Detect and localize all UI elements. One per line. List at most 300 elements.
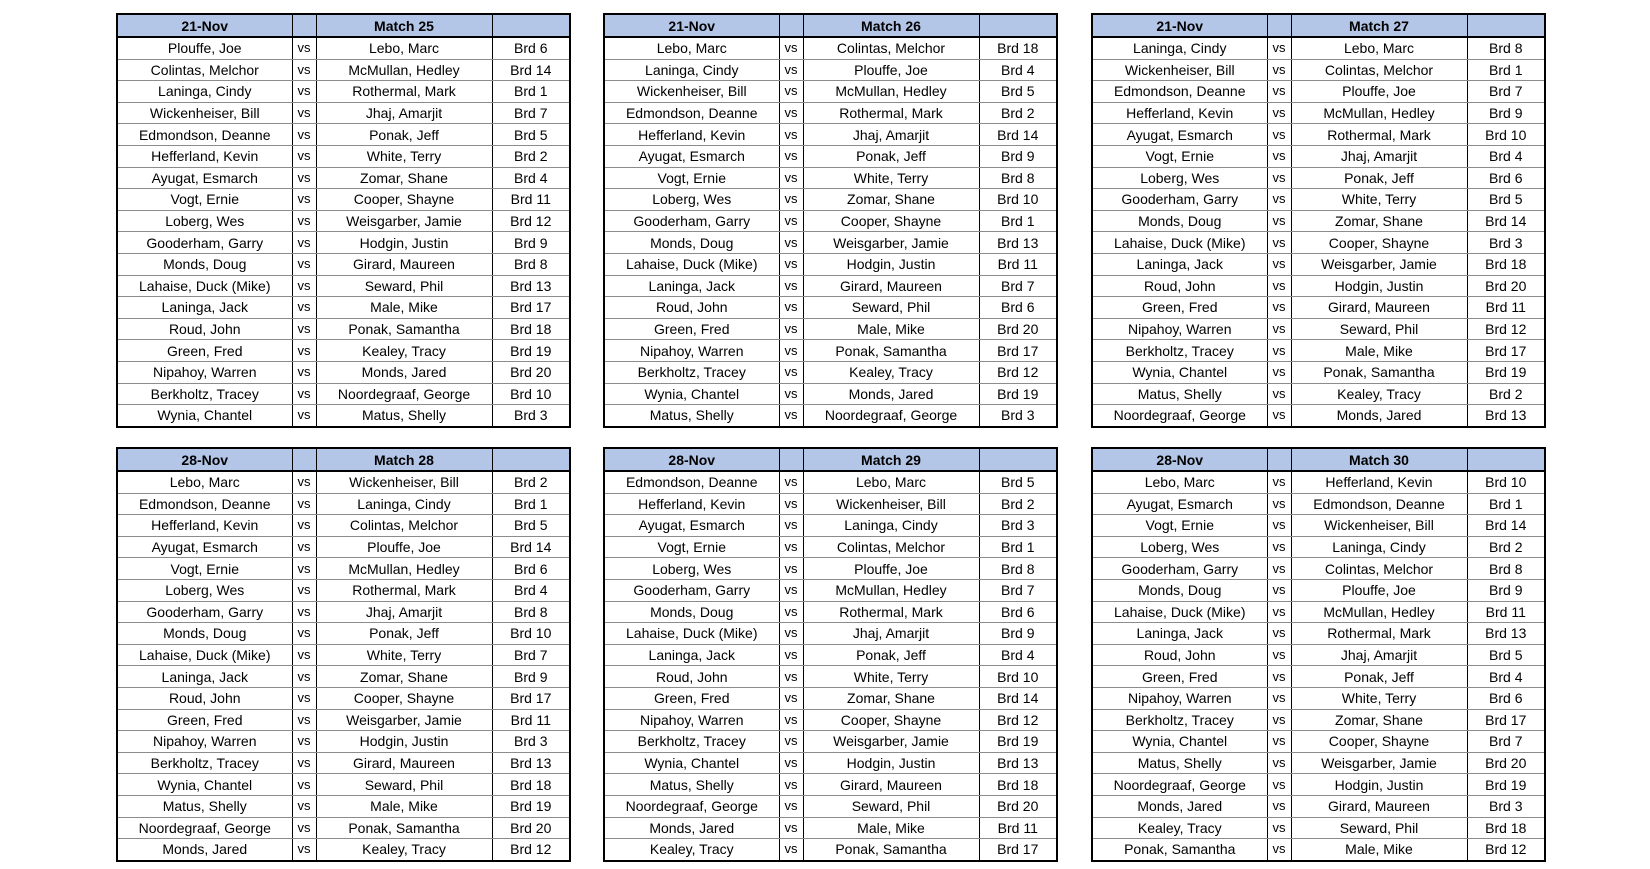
board-number: Brd 18 [979, 37, 1057, 59]
board-number: Brd 3 [1467, 795, 1545, 817]
board-number: Brd 3 [1467, 232, 1545, 254]
player-away: Rothermal, Mark [1291, 124, 1467, 146]
player-away: Noordegraaf, George [803, 405, 979, 427]
board-number: Brd 11 [979, 817, 1057, 839]
player-away: Weisgarber, Jamie [803, 731, 979, 753]
player-home: Hefferland, Kevin [604, 493, 779, 515]
player-away: Lebo, Marc [803, 471, 979, 493]
player-home: Laninga, Cindy [604, 59, 779, 81]
table-row [604, 795, 1057, 817]
player-home: Edmondson, Deanne [604, 102, 779, 124]
player-away: Weisgarber, Jamie [803, 232, 979, 254]
vs-label: vs [292, 253, 316, 275]
player-away: Rothermal, Mark [316, 579, 492, 601]
table-row [604, 558, 1057, 580]
player-away: Girard, Maureen [316, 253, 492, 275]
vs-label: vs [1267, 361, 1291, 383]
table-header-row [117, 14, 570, 37]
player-home: Noordegraaf, George [1092, 774, 1267, 796]
player-away: Seward, Phil [803, 795, 979, 817]
board-number: Brd 20 [492, 361, 570, 383]
vs-label: vs [292, 752, 316, 774]
player-home: Laninga, Jack [604, 275, 779, 297]
player-away: Cooper, Shayne [316, 687, 492, 709]
table-row [1092, 167, 1545, 189]
player-home: Berkholtz, Tracey [604, 731, 779, 753]
board-number: Brd 2 [1467, 383, 1545, 405]
player-home: Ayugat, Esmarch [604, 515, 779, 537]
vs-label: vs [292, 340, 316, 362]
player-away: Girard, Maureen [803, 774, 979, 796]
table-row [117, 839, 570, 861]
player-home: Wickenheiser, Bill [1092, 59, 1267, 81]
board-number: Brd 17 [1467, 709, 1545, 731]
board-number: Brd 6 [1467, 167, 1545, 189]
player-home: Wynia, Chantel [117, 405, 292, 427]
player-home: Green, Fred [117, 340, 292, 362]
vs-label: vs [1267, 102, 1291, 124]
vs-label: vs [1267, 232, 1291, 254]
board-number: Brd 8 [492, 601, 570, 623]
vs-label: vs [779, 189, 803, 211]
player-away: McMullan, Hedley [803, 81, 979, 103]
player-away: Monds, Jared [316, 361, 492, 383]
table-row [604, 37, 1057, 59]
date-header: 21-Nov [117, 14, 292, 37]
vs-label: vs [292, 493, 316, 515]
player-home: Gooderham, Garry [117, 232, 292, 254]
vs-label: vs [1267, 318, 1291, 340]
player-home: Nipahoy, Warren [117, 361, 292, 383]
player-home: Wynia, Chantel [1092, 731, 1267, 753]
table-row [1092, 731, 1545, 753]
vs-label: vs [292, 817, 316, 839]
table-row [604, 536, 1057, 558]
table-row [1092, 687, 1545, 709]
player-away: Male, Mike [316, 795, 492, 817]
player-home: Monds, Doug [604, 601, 779, 623]
table-row [1092, 839, 1545, 861]
board-number: Brd 1 [1467, 493, 1545, 515]
vs-label: vs [1267, 558, 1291, 580]
player-away: Ponak, Jeff [803, 145, 979, 167]
board-number: Brd 20 [979, 795, 1057, 817]
board-number: Brd 2 [1467, 536, 1545, 558]
board-number: Brd 14 [492, 59, 570, 81]
vs-label: vs [292, 124, 316, 146]
table-row [117, 795, 570, 817]
player-away: Lebo, Marc [1291, 37, 1467, 59]
player-home: Laninga, Jack [117, 666, 292, 688]
player-away: Ponak, Jeff [1291, 666, 1467, 688]
player-home: Ayugat, Esmarch [1092, 124, 1267, 146]
player-home: Lahaise, Duck (Mike) [604, 253, 779, 275]
vs-label: vs [1267, 515, 1291, 537]
board-number: Brd 8 [1467, 558, 1545, 580]
vs-label: vs [779, 644, 803, 666]
board-number: Brd 4 [492, 167, 570, 189]
board-number: Brd 9 [979, 145, 1057, 167]
player-away: Seward, Phil [316, 774, 492, 796]
table-row [604, 232, 1057, 254]
player-home: Monds, Jared [117, 839, 292, 861]
table-row [604, 59, 1057, 81]
player-home: Matus, Shelly [604, 405, 779, 427]
vs-label: vs [292, 795, 316, 817]
match-header: Match 30 [1291, 448, 1467, 471]
date-header: 28-Nov [1092, 448, 1267, 471]
board-number: Brd 13 [1467, 405, 1545, 427]
board-number: Brd 19 [1467, 361, 1545, 383]
table-row [1092, 102, 1545, 124]
date-header: 28-Nov [117, 448, 292, 471]
board-number: Brd 13 [1467, 623, 1545, 645]
board-number: Brd 18 [492, 318, 570, 340]
table-row [1092, 297, 1545, 319]
board-number: Brd 2 [979, 493, 1057, 515]
player-away: Male, Mike [1291, 340, 1467, 362]
table-row [1092, 383, 1545, 405]
board-number: Brd 1 [492, 81, 570, 103]
vs-label: vs [779, 297, 803, 319]
vs-label: vs [1267, 167, 1291, 189]
table-row [604, 340, 1057, 362]
table-row [1092, 210, 1545, 232]
vs-label: vs [779, 102, 803, 124]
player-away: Wickenheiser, Bill [803, 493, 979, 515]
player-away: Zomar, Shane [1291, 210, 1467, 232]
board-number: Brd 8 [492, 253, 570, 275]
board-number: Brd 19 [979, 731, 1057, 753]
board-number: Brd 10 [1467, 124, 1545, 146]
table-row [117, 709, 570, 731]
player-home: Vogt, Ernie [604, 536, 779, 558]
board-number: Brd 9 [1467, 579, 1545, 601]
table-row [1092, 558, 1545, 580]
vs-label: vs [779, 405, 803, 427]
player-home: Loberg, Wes [117, 579, 292, 601]
vs-label: vs [1267, 297, 1291, 319]
player-home: Green, Fred [1092, 297, 1267, 319]
vs-label: vs [779, 795, 803, 817]
table-row [1092, 189, 1545, 211]
player-away: Jhaj, Amarjit [316, 102, 492, 124]
vs-label: vs [1267, 536, 1291, 558]
player-home: Wynia, Chantel [604, 383, 779, 405]
board-number: Brd 6 [979, 601, 1057, 623]
board-number: Brd 9 [979, 623, 1057, 645]
vs-label: vs [1267, 59, 1291, 81]
player-away: Plouffe, Joe [316, 536, 492, 558]
board-number: Brd 5 [492, 515, 570, 537]
vs-label: vs [292, 59, 316, 81]
board-number: Brd 9 [1467, 102, 1545, 124]
player-home: Plouffe, Joe [117, 37, 292, 59]
vs-label: vs [292, 361, 316, 383]
vs-label: vs [292, 210, 316, 232]
board-header-blank [492, 448, 570, 471]
vs-label: vs [779, 817, 803, 839]
player-away: Noordegraaf, George [316, 383, 492, 405]
player-home: Wickenheiser, Bill [604, 81, 779, 103]
table-row [604, 471, 1057, 493]
table-row [117, 601, 570, 623]
table-row [604, 189, 1057, 211]
vs-label: vs [779, 361, 803, 383]
vs-label: vs [779, 81, 803, 103]
table-row [117, 731, 570, 753]
player-home: Lebo, Marc [117, 471, 292, 493]
vs-label: vs [779, 666, 803, 688]
player-away: Ponak, Jeff [316, 623, 492, 645]
board-number: Brd 11 [492, 709, 570, 731]
vs-label: vs [292, 318, 316, 340]
board-number: Brd 4 [979, 59, 1057, 81]
player-home: Monds, Doug [117, 253, 292, 275]
board-number: Brd 20 [492, 817, 570, 839]
table-header-row [117, 448, 570, 471]
board-number: Brd 6 [1467, 687, 1545, 709]
player-away: Male, Mike [803, 318, 979, 340]
player-home: Wynia, Chantel [604, 752, 779, 774]
player-home: Monds, Doug [1092, 210, 1267, 232]
player-away: Wickenheiser, Bill [316, 471, 492, 493]
board-number: Brd 7 [492, 644, 570, 666]
player-away: Jhaj, Amarjit [803, 623, 979, 645]
table-row [117, 167, 570, 189]
player-away: Plouffe, Joe [1291, 579, 1467, 601]
board-number: Brd 1 [979, 210, 1057, 232]
vs-label: vs [1267, 579, 1291, 601]
table-row [604, 687, 1057, 709]
player-away: Jhaj, Amarjit [1291, 145, 1467, 167]
table-row [1092, 795, 1545, 817]
match-table [603, 13, 1058, 428]
vs-label: vs [1267, 774, 1291, 796]
player-away: Colintas, Melchor [1291, 558, 1467, 580]
player-away: Ponak, Jeff [803, 644, 979, 666]
vs-label: vs [779, 493, 803, 515]
vs-label: vs [1267, 340, 1291, 362]
player-away: Hodgin, Justin [803, 752, 979, 774]
vs-label: vs [779, 124, 803, 146]
vs-label: vs [779, 687, 803, 709]
vs-header-blank [1267, 14, 1291, 37]
player-home: Wynia, Chantel [117, 774, 292, 796]
player-away: Hodgin, Justin [1291, 275, 1467, 297]
player-home: Loberg, Wes [604, 558, 779, 580]
player-home: Edmondson, Deanne [604, 471, 779, 493]
player-away: Ponak, Samantha [316, 817, 492, 839]
player-home: Hefferland, Kevin [1092, 102, 1267, 124]
vs-label: vs [779, 253, 803, 275]
vs-label: vs [1267, 623, 1291, 645]
player-home: Hefferland, Kevin [117, 515, 292, 537]
player-home: Berkholtz, Tracey [117, 383, 292, 405]
board-number: Brd 12 [1467, 318, 1545, 340]
vs-label: vs [1267, 839, 1291, 861]
board-number: Brd 17 [492, 687, 570, 709]
player-home: Green, Fred [1092, 666, 1267, 688]
board-number: Brd 13 [979, 232, 1057, 254]
player-away: Zomar, Shane [803, 687, 979, 709]
player-away: Cooper, Shayne [803, 709, 979, 731]
table-row [1092, 644, 1545, 666]
board-number: Brd 4 [979, 644, 1057, 666]
player-home: Edmondson, Deanne [1092, 81, 1267, 103]
vs-label: vs [292, 37, 316, 59]
vs-label: vs [292, 167, 316, 189]
board-number: Brd 7 [1467, 81, 1545, 103]
player-home: Lahaise, Duck (Mike) [117, 275, 292, 297]
board-number: Brd 14 [979, 124, 1057, 146]
board-number: Brd 1 [1467, 59, 1545, 81]
player-home: Roud, John [1092, 275, 1267, 297]
board-number: Brd 17 [492, 297, 570, 319]
player-away: Weisgarber, Jamie [316, 210, 492, 232]
table-row [1092, 124, 1545, 146]
table-row [1092, 536, 1545, 558]
table-row [117, 666, 570, 688]
vs-label: vs [1267, 210, 1291, 232]
vs-label: vs [1267, 275, 1291, 297]
table-row [1092, 709, 1545, 731]
table-row [604, 579, 1057, 601]
player-away: McMullan, Hedley [316, 59, 492, 81]
player-home: Monds, Jared [604, 817, 779, 839]
board-number: Brd 13 [979, 752, 1057, 774]
player-away: Male, Mike [316, 297, 492, 319]
table-row [1092, 340, 1545, 362]
player-home: Berkholtz, Tracey [604, 361, 779, 383]
table-row [604, 774, 1057, 796]
player-away: Zomar, Shane [1291, 709, 1467, 731]
table-row [1092, 471, 1545, 493]
vs-label: vs [779, 731, 803, 753]
table-header-row [604, 448, 1057, 471]
player-home: Gooderham, Garry [117, 601, 292, 623]
player-home: Matus, Shelly [117, 795, 292, 817]
player-home: Roud, John [117, 687, 292, 709]
player-away: Kealey, Tracy [1291, 383, 1467, 405]
board-number: Brd 7 [979, 275, 1057, 297]
board-number: Brd 1 [492, 493, 570, 515]
table-row [1092, 253, 1545, 275]
match-table [1091, 447, 1546, 862]
vs-label: vs [292, 558, 316, 580]
player-away: Jhaj, Amarjit [316, 601, 492, 623]
table-row [117, 558, 570, 580]
table-row [1092, 318, 1545, 340]
player-away: Ponak, Samantha [803, 839, 979, 861]
player-away: Colintas, Melchor [1291, 59, 1467, 81]
board-number: Brd 5 [492, 124, 570, 146]
player-away: Monds, Jared [803, 383, 979, 405]
player-away: White, Terry [803, 167, 979, 189]
player-away: White, Terry [1291, 189, 1467, 211]
board-number: Brd 3 [492, 731, 570, 753]
player-away: White, Terry [316, 644, 492, 666]
board-number: Brd 7 [979, 579, 1057, 601]
match-header: Match 29 [803, 448, 979, 471]
player-home: Kealey, Tracy [604, 839, 779, 861]
player-away: Jhaj, Amarjit [1291, 644, 1467, 666]
player-home: Ayugat, Esmarch [604, 145, 779, 167]
player-home: Matus, Shelly [604, 774, 779, 796]
vs-label: vs [1267, 644, 1291, 666]
vs-label: vs [292, 471, 316, 493]
match-table [1091, 13, 1546, 428]
player-away: Plouffe, Joe [803, 59, 979, 81]
vs-label: vs [779, 167, 803, 189]
player-away: Cooper, Shayne [316, 189, 492, 211]
player-home: Loberg, Wes [604, 189, 779, 211]
player-home: Ayugat, Esmarch [117, 536, 292, 558]
table-row [117, 579, 570, 601]
player-away: Seward, Phil [1291, 817, 1467, 839]
player-home: Laninga, Jack [1092, 253, 1267, 275]
board-number: Brd 8 [1467, 37, 1545, 59]
player-away: Cooper, Shayne [803, 210, 979, 232]
vs-label: vs [779, 774, 803, 796]
table-row [1092, 361, 1545, 383]
player-away: Lebo, Marc [316, 37, 492, 59]
table-row [1092, 493, 1545, 515]
board-number: Brd 19 [492, 340, 570, 362]
board-number: Brd 4 [1467, 666, 1545, 688]
vs-label: vs [779, 145, 803, 167]
player-home: Lahaise, Duck (Mike) [604, 623, 779, 645]
player-home: Laninga, Cindy [1092, 37, 1267, 59]
table-row [604, 383, 1057, 405]
player-away: Hodgin, Justin [316, 731, 492, 753]
player-home: Loberg, Wes [117, 210, 292, 232]
board-number: Brd 11 [1467, 601, 1545, 623]
player-home: Lahaise, Duck (Mike) [117, 644, 292, 666]
player-home: Vogt, Ernie [604, 167, 779, 189]
player-away: Ponak, Samantha [316, 318, 492, 340]
vs-label: vs [292, 774, 316, 796]
player-away: Kealey, Tracy [803, 361, 979, 383]
table-row [604, 601, 1057, 623]
table-row [604, 666, 1057, 688]
vs-label: vs [779, 383, 803, 405]
table-row [604, 297, 1057, 319]
player-home: Gooderham, Garry [604, 579, 779, 601]
player-away: Seward, Phil [1291, 318, 1467, 340]
vs-label: vs [1267, 795, 1291, 817]
player-away: Rothermal, Mark [1291, 623, 1467, 645]
player-away: White, Terry [316, 145, 492, 167]
player-home: Colintas, Melchor [117, 59, 292, 81]
table-row [604, 361, 1057, 383]
board-number: Brd 20 [1467, 752, 1545, 774]
table-row [117, 232, 570, 254]
vs-label: vs [1267, 687, 1291, 709]
match-header: Match 28 [316, 448, 492, 471]
player-home: Hefferland, Kevin [117, 145, 292, 167]
table-row [604, 405, 1057, 427]
player-away: Cooper, Shayne [1291, 232, 1467, 254]
table-row [117, 752, 570, 774]
table-row [1092, 405, 1545, 427]
player-away: Seward, Phil [803, 297, 979, 319]
player-home: Loberg, Wes [1092, 536, 1267, 558]
board-number: Brd 8 [979, 167, 1057, 189]
table-row [1092, 666, 1545, 688]
player-home: Laninga, Cindy [117, 81, 292, 103]
table-row [117, 59, 570, 81]
